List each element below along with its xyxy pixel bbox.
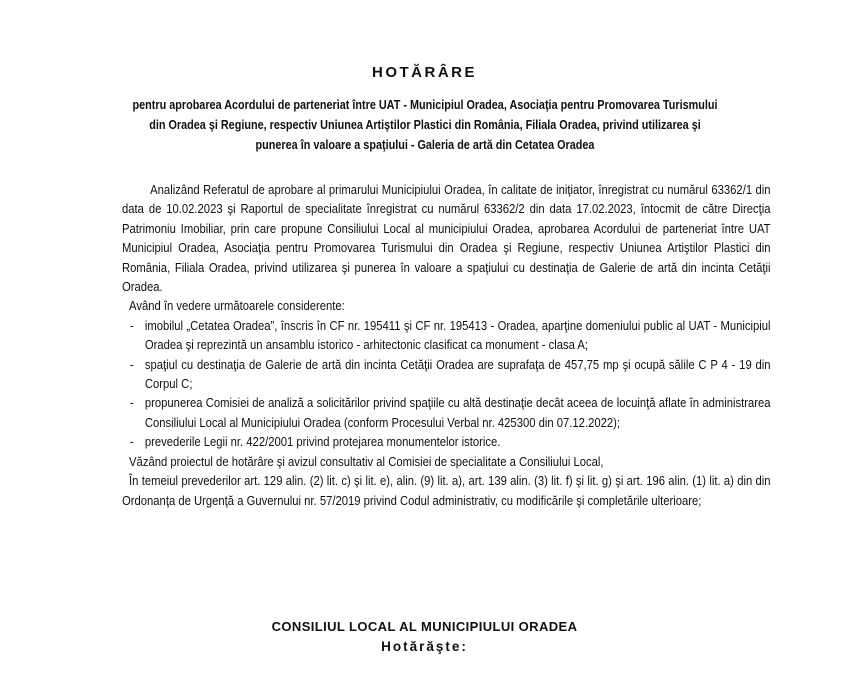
- decides-heading: Hotărăşte:: [381, 639, 468, 654]
- considerations-list: [122, 316, 771, 452]
- list-item: [122, 316, 771, 355]
- list-item-text: imobilul „Cetatea Oradea”, înscris în CF nr. 195411 şi CF nr. 195413 - Oradea, aparţine domeniului public al UAT - Municipiul Oradea şi reprezintă un ansamblu istorico - arhitectonic clasificat ca monument - clasa A;: [144, 317, 771, 353]
- document-body: [122, 180, 771, 510]
- project-paragraph: Văzând proiectul de hotărâre şi avizul consultativ al Comisiei de specialitate a Consiliului Local,: [129, 453, 604, 469]
- list-item: [122, 355, 771, 394]
- considerations-intro: Având în vedere următoarele considerente:: [129, 298, 345, 314]
- legal-basis-paragraph: În temeiul prevederilor art. 129 alin. (2) lit. c) şi lit. e), alin. (9) lit. a), art. 139 alin. (3) lit. f) şi lit. g) şi art. 196 alin. (1) lit. a) din din Ordonanţa de Urgenţă a Guvernului nr. 57/2019 privind Codul administrativ, cu modificările şi completările ulterioare;: [122, 473, 771, 508]
- list-item-text: prevederile Legii nr. 422/2001 privind protejarea monumentelor istorice.: [144, 434, 501, 450]
- document-title: HOTĂRÂRE: [372, 64, 477, 81]
- dash-bullet: -: [129, 317, 134, 333]
- list-item-text: spaţiul cu destinaţia de Galerie de artă din incinta Cetăţii Oradea are suprafaţa de 457,75 mp şi ocupă sălile C P 4 - 19 din Corpul C;: [144, 356, 771, 392]
- document-subtitle: pentru aprobarea Acordului de parteneriat între UAT - Municipiul Oradea, Asociaţia pentru Promovarea Turismului din Oradea şi Regiune, respectiv Uniunea Artiştilor Plastici din România, Filiala Oradea, privind utilizarea şi punerea în valoare a spaţiului - Galeria de artă din Cetatea Oradea: [132, 98, 718, 152]
- dash-bullet: -: [129, 395, 134, 411]
- dash-bullet: -: [129, 356, 134, 372]
- intro-paragraph: Analizând Referatul de aprobare al primarului Municipiului Oradea, în calitate de iniţiator, înregistrat cu numărul 63362/1 din data de 10.02.2023 şi Raportul de specialitate înregistrat cu numărul 63362/2 din data 17.02.2023, întocmit de către Direcţia Patrimoniu Imobiliar, prin care propune Consiliului Local al municipiului Oradea, aprobarea Acordului de parteneriat între UAT Municipiul Oradea, Asociaţia pentru Promovarea Turismului din Oradea şi Regiune, respectiv Uniunea Artiştilor Plastici din România, Filiala Oradea, privind utilizarea şi punerea în valoare a spaţiului cu destinaţia de Galerie de artă din incinta Cetăţii Oradea.: [122, 182, 771, 295]
- list-item: [122, 393, 771, 432]
- council-heading: CONSILIUL LOCAL AL MUNICIPIULUI ORADEA: [271, 619, 578, 634]
- list-item-text: propunerea Comisiei de analiză a solicitărilor privind spaţiile cu altă destinaţie decât aceea de locuinţă aflate în administrarea Consiliului Local al Municipiului Oradea (conform Procesului Verbal nr. 425300 din 07.12.2022);: [144, 395, 771, 430]
- list-item: [122, 432, 771, 451]
- dash-bullet: -: [129, 434, 134, 450]
